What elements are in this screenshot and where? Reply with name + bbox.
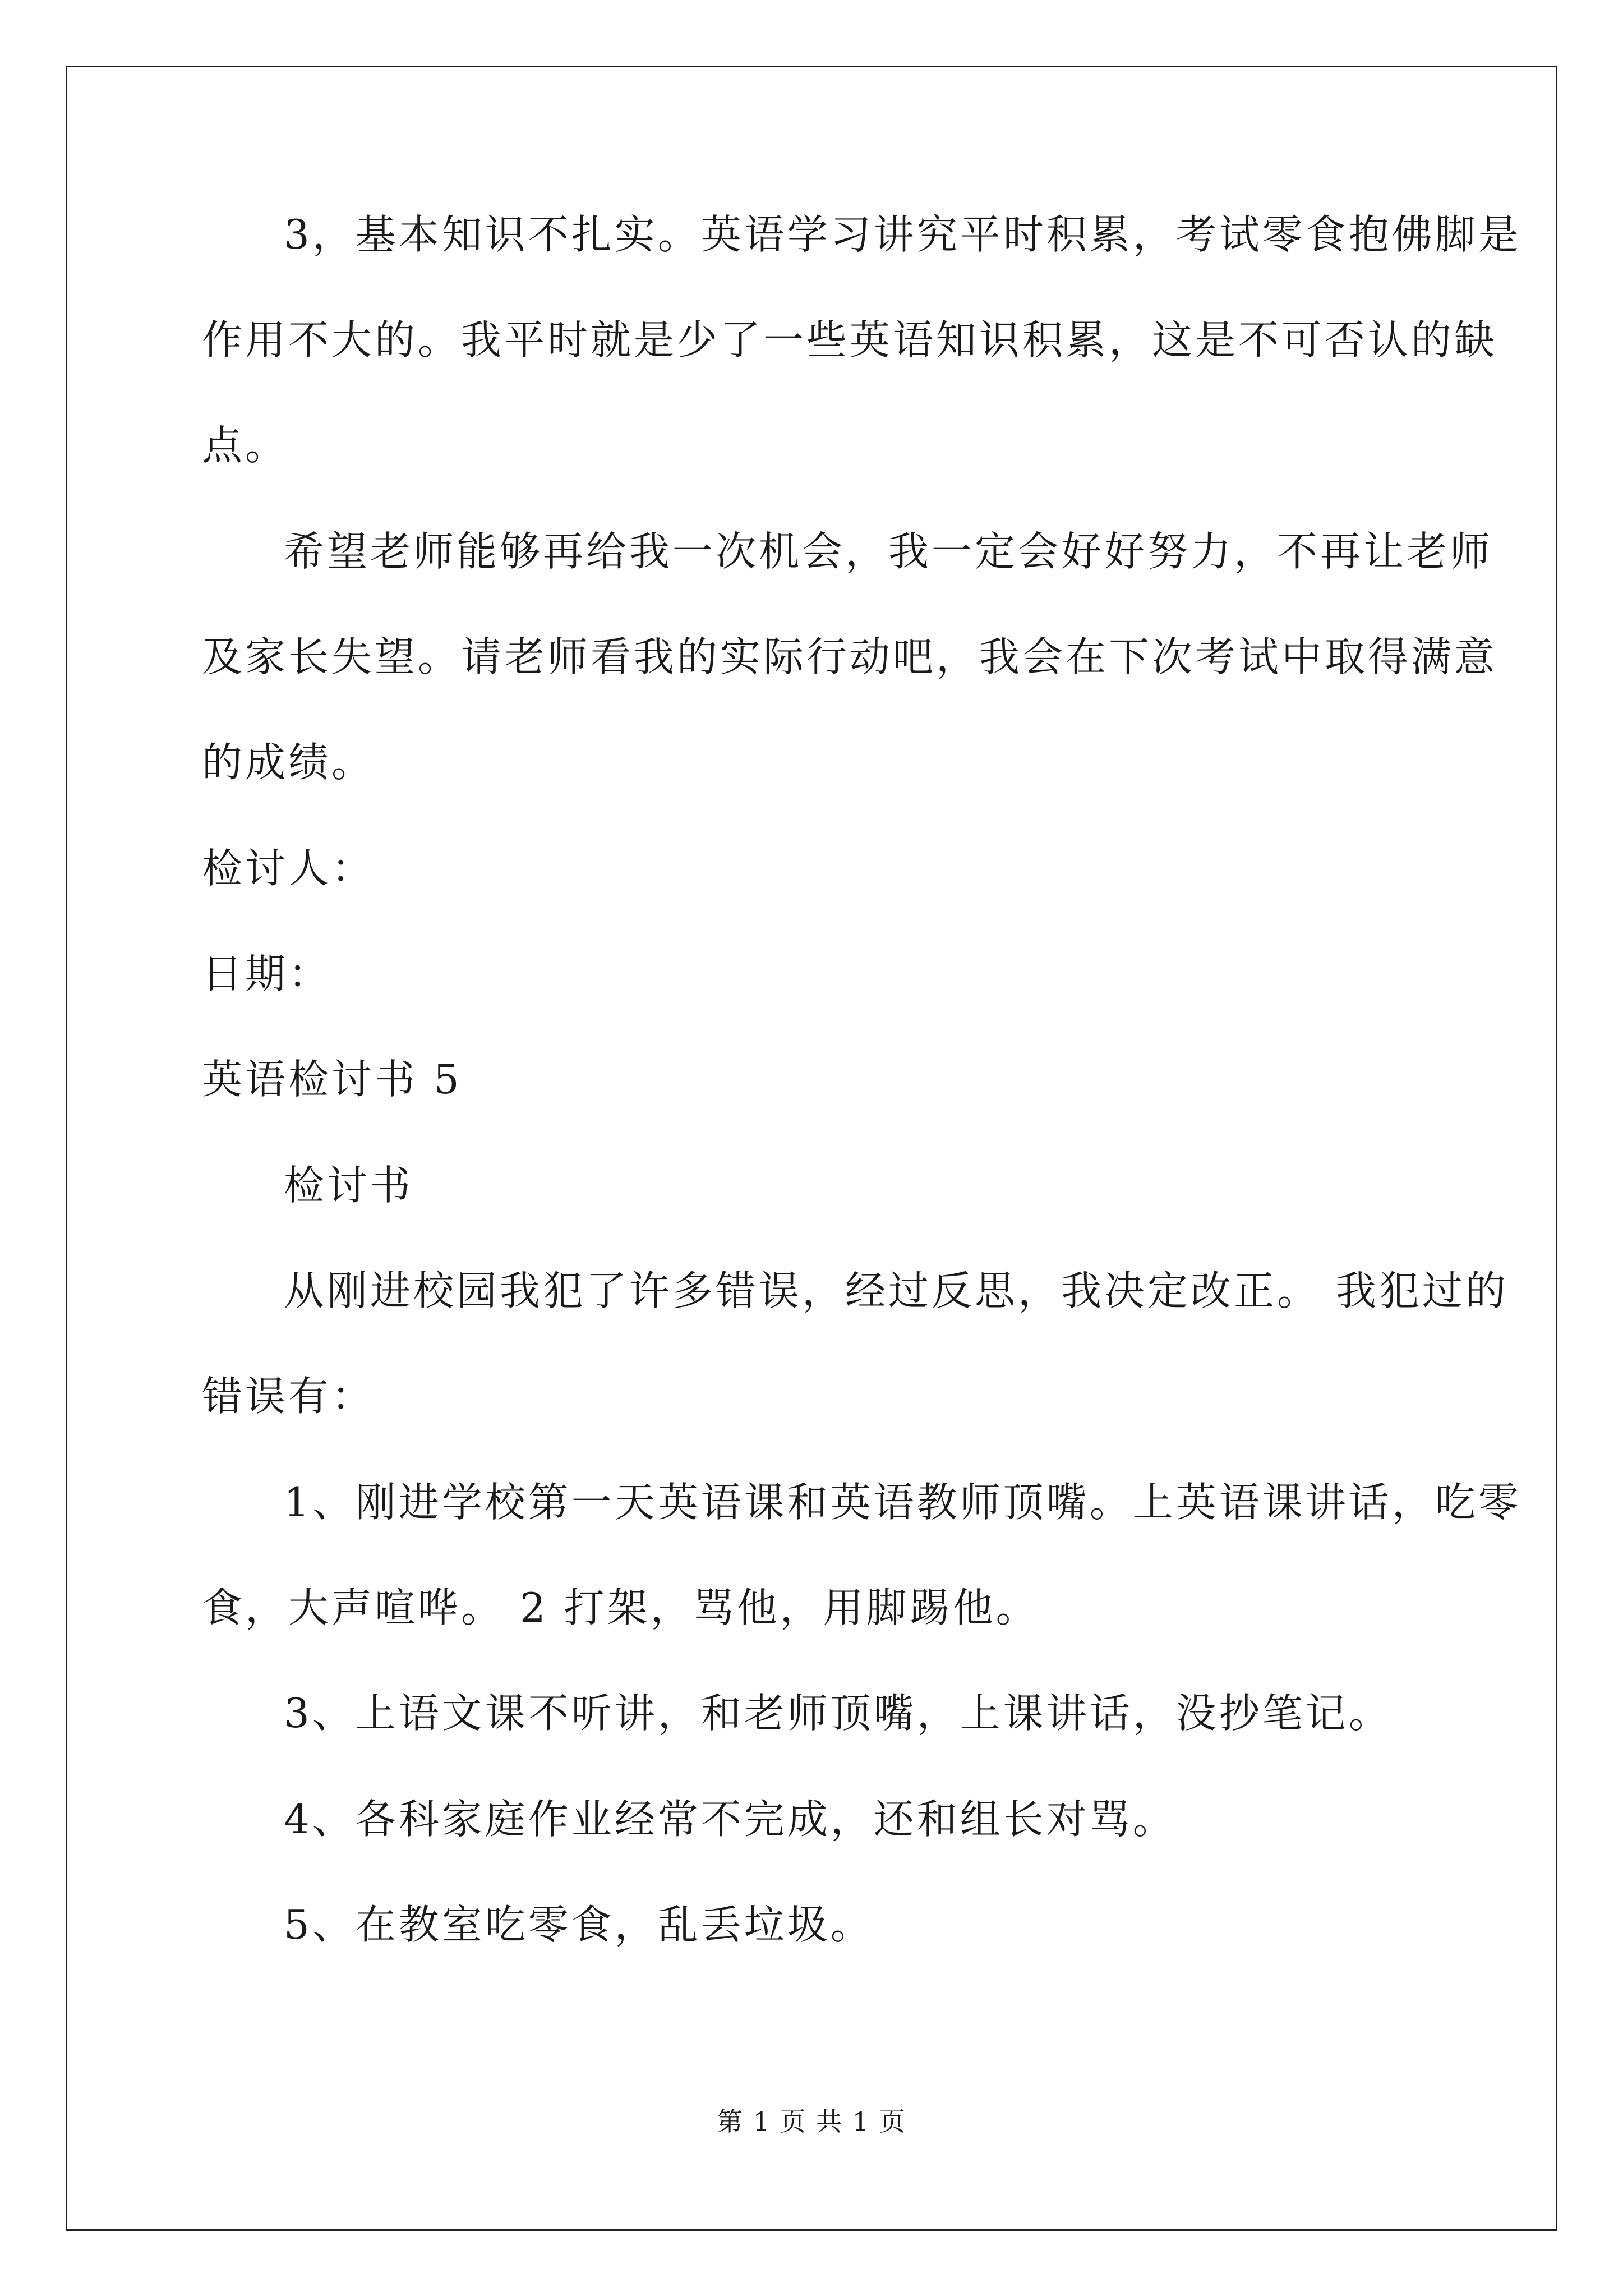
paragraph-line: 从刚进校园我犯了许多错误，经过反思，我决定改正。 我犯过的: [284, 1267, 1509, 1314]
section-heading: 英语检讨书 5: [202, 1056, 462, 1103]
date-label: 日期：: [202, 950, 332, 997]
paragraph-line: 希望老师能够再给我一次机会，我一定会好好努力，不再让老师: [284, 528, 1493, 575]
paragraph-line: 点。: [202, 422, 289, 469]
page-footer: 第 1 页 共 1 页: [717, 2106, 906, 2137]
list-item: 1、刚进学校第一天英语课和英语教师顶嘴。上英语课讲话，吃零: [284, 1479, 1521, 1526]
list-item: 4、各科家庭作业经常不完成，还和组长对骂。: [284, 1796, 1176, 1843]
paragraph-line: 的成绩。: [202, 739, 375, 786]
paragraph-line: 作用不大的。我平时就是少了一些英语知识积累，这是不可否认的缺: [202, 316, 1498, 364]
paragraph-line: 错误有：: [202, 1373, 375, 1420]
paragraph-line: 3，基本知识不扎实。英语学习讲究平时积累，考试零食抱佛脚是: [284, 211, 1521, 258]
list-item: 5、在教室吃零食，乱丢垃圾。: [284, 1901, 874, 1948]
signature-label: 检讨人：: [202, 845, 375, 892]
list-item-continuation: 食，大声喧哗。 2 打架，骂他，用脚踢他。: [202, 1584, 1039, 1631]
section-title: 检讨书: [284, 1162, 414, 1209]
list-item: 3、上语文课不听讲，和老师顶嘴，上课讲话，没抄笔记。: [284, 1690, 1392, 1737]
paragraph-line: 及家长失望。请老师看我的实际行动吧，我会在下次考试中取得满意: [202, 633, 1498, 680]
